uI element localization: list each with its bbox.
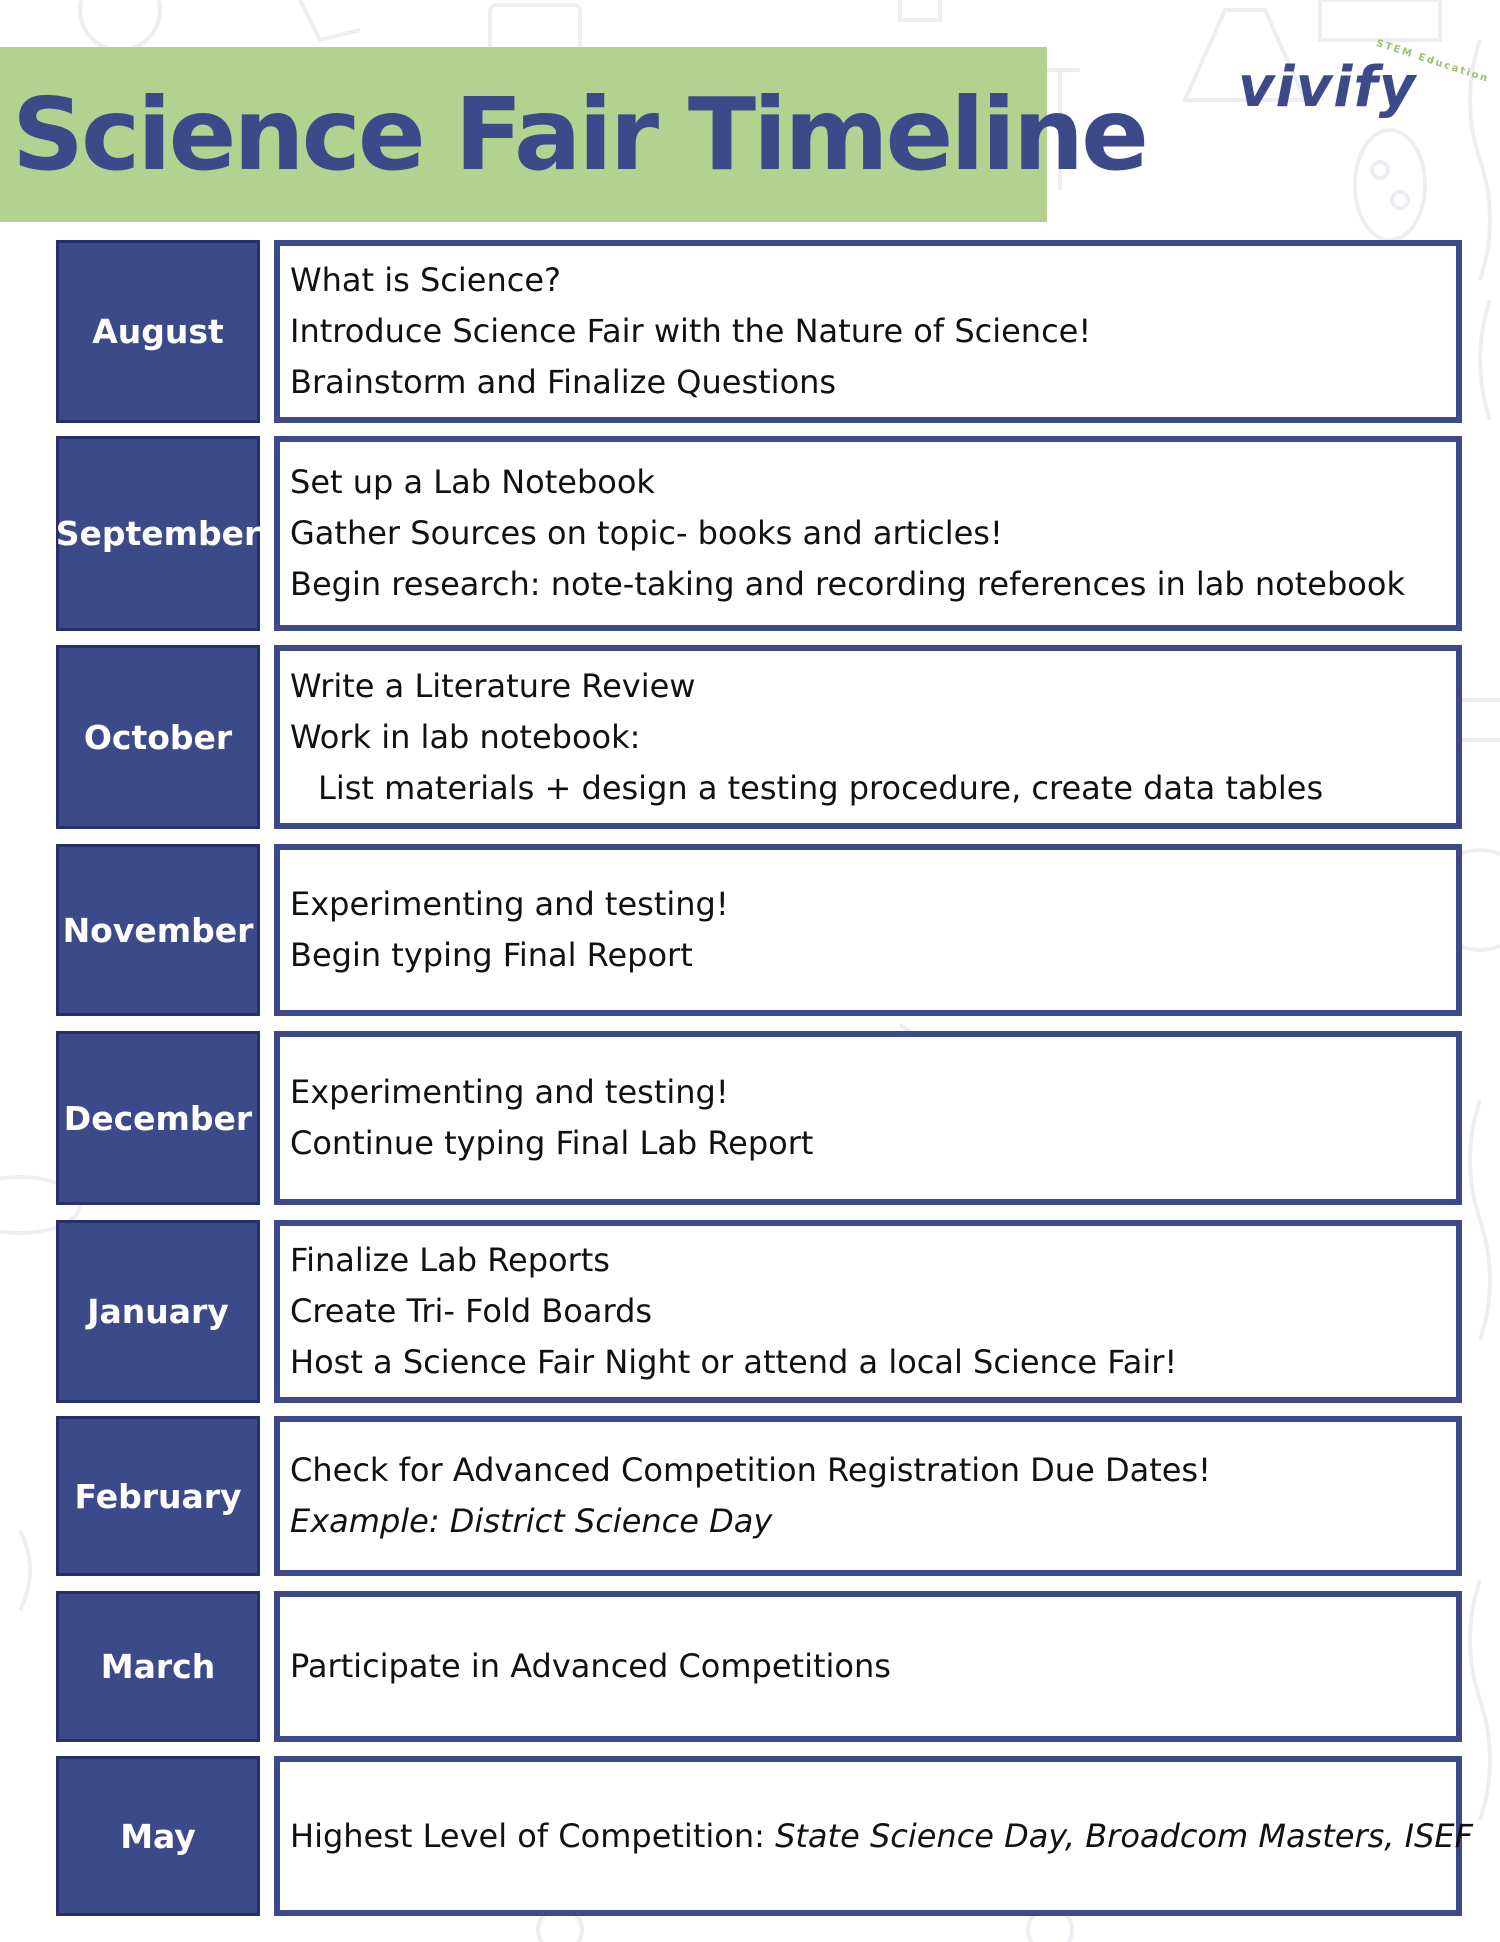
task-text-italic: State Science Day, Broadcom Masters, ISEF (775, 1816, 1473, 1855)
timeline-row (56, 844, 1462, 1016)
month-cell (56, 1031, 260, 1205)
timeline-row (56, 645, 1462, 829)
timeline-row (56, 1220, 1462, 1403)
month-label: May (120, 1816, 196, 1856)
task-line (290, 1811, 1473, 1862)
month-label: September (55, 514, 261, 553)
task-line: Write a Literature Review (290, 666, 696, 705)
timeline-row (56, 1591, 1462, 1742)
timeline-row (56, 436, 1462, 631)
task-line: Begin typing Final Report (290, 936, 693, 974)
task-box (274, 436, 1462, 631)
task-box (274, 1591, 1462, 1742)
timeline-row (56, 1416, 1462, 1576)
month-label: November (62, 910, 254, 950)
month-cell (56, 1220, 260, 1403)
task-line: Experimenting and testing! (290, 885, 729, 923)
task-line: Introduce Science Fair with the Nature of Science! (290, 312, 1092, 350)
task-box (274, 844, 1462, 1016)
month-label: February (74, 1476, 242, 1516)
task-line: Continue typing Final Lab Report (290, 1124, 814, 1162)
task-box (274, 1416, 1462, 1576)
task-line: Experimenting and testing! (290, 1073, 729, 1111)
month-cell (56, 1416, 260, 1576)
month-cell (56, 240, 260, 423)
timeline-row (56, 1031, 1462, 1205)
month-label: December (63, 1098, 253, 1138)
task-box (274, 645, 1462, 829)
month-label: January (87, 1292, 229, 1331)
task-box (274, 1031, 1462, 1205)
task-line: Host a Science Fair Night or attend a local Science Fair! (290, 1343, 1178, 1381)
task-box (274, 1220, 1462, 1403)
logo-wordmark: vivify (1238, 55, 1417, 120)
task-line: Example: District Science Day (290, 1502, 773, 1540)
month-cell (56, 1756, 260, 1916)
task-line: Create Tri- Fold Boards (290, 1292, 653, 1330)
task-line: Work in lab notebook: (290, 717, 641, 756)
task-line: What is Science? (290, 261, 562, 299)
month-cell (56, 436, 260, 631)
task-line: Begin research: note-taking and recording references in lab notebook (290, 565, 1405, 603)
task-text: Highest Level of Competition: (290, 1816, 776, 1855)
task-line: Gather Sources on topic- books and articles! (290, 514, 1003, 552)
task-line: Brainstorm and Finalize Questions (290, 363, 837, 401)
logo-tagline: STEM Education (1374, 38, 1491, 86)
month-cell (56, 1591, 260, 1742)
month-cell (56, 844, 260, 1016)
month-label: October (83, 717, 233, 757)
task-line: Finalize Lab Reports (290, 1241, 610, 1279)
page-title: Science Fair Timeline (12, 76, 1146, 193)
month-label: August (92, 312, 224, 351)
task-line: Check for Advanced Competition Registration Due Dates! (290, 1451, 1211, 1489)
month-cell (56, 645, 260, 829)
month-label: March (100, 1647, 216, 1686)
task-line: List materials + design a testing procedure, create data tables (318, 768, 1324, 807)
timeline-row (56, 1756, 1473, 1916)
task-box (274, 1756, 1473, 1916)
task-box (274, 240, 1462, 423)
task-line: Set up a Lab Notebook (290, 463, 655, 501)
task-line: Participate in Advanced Competitions (290, 1647, 891, 1685)
timeline-row (56, 240, 1462, 423)
